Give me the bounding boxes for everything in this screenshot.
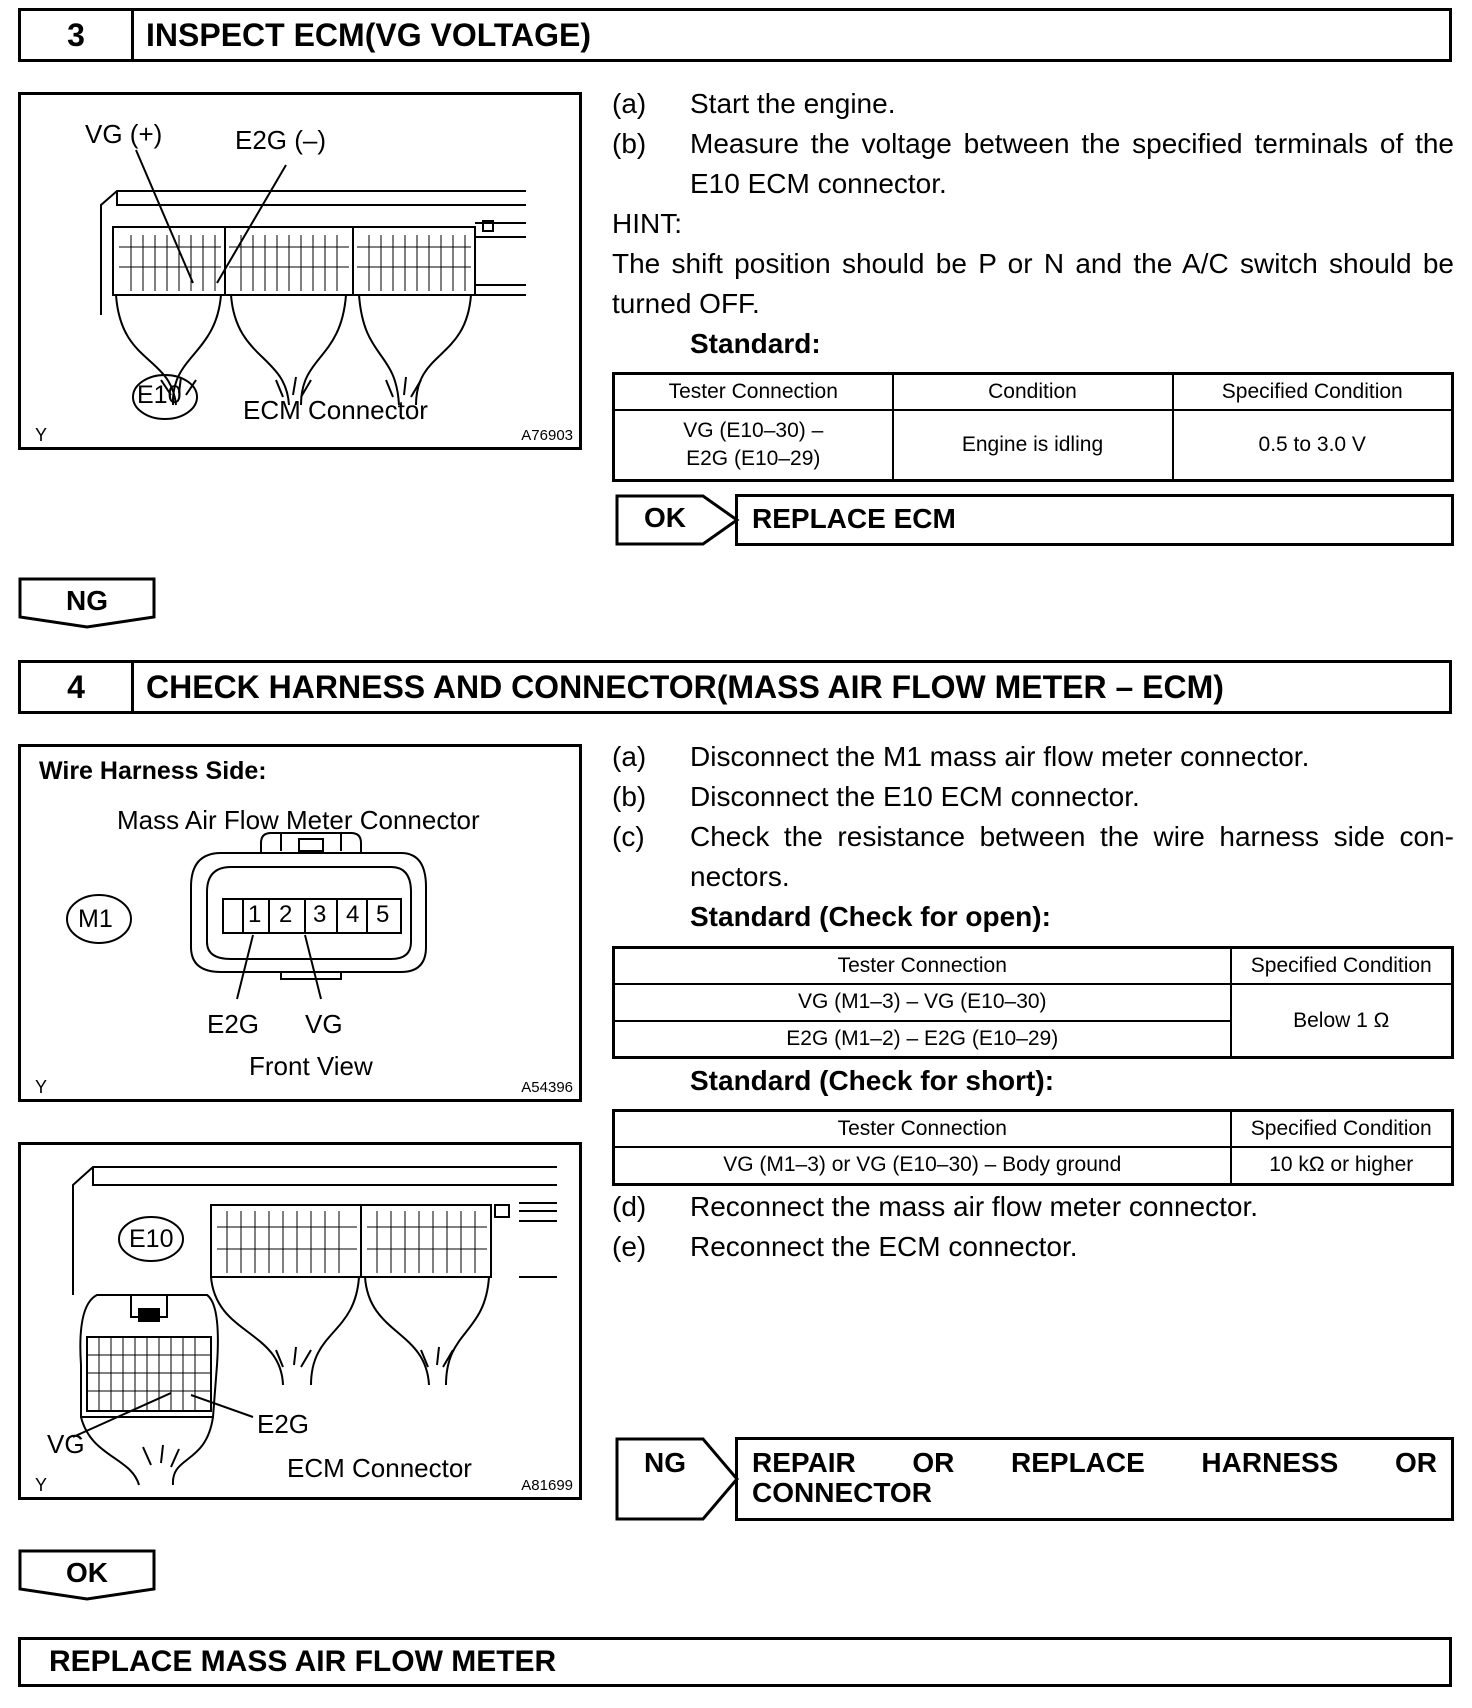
standard-short-block <box>612 1061 1454 1101</box>
instruction-item: (a) Start the engine. <box>612 88 896 119</box>
table-row <box>614 410 1453 480</box>
column-header: Specified Condition <box>1231 1111 1453 1148</box>
column-header: Condition <box>893 374 1173 411</box>
column-header: Specified Condition <box>1173 374 1453 411</box>
table-row <box>614 1147 1453 1184</box>
vg-plus-label: VG (+) <box>85 119 163 149</box>
instruction-item: (e) Reconnect the ECM connector. <box>612 1231 1078 1262</box>
wire-harness-side-heading: Wire Harness Side: <box>39 757 267 785</box>
standard-label: Standard: <box>690 328 821 359</box>
figure-maf-connector <box>18 744 582 1102</box>
final-action-box: REPLACE MASS AIR FLOW METER <box>18 1637 1452 1687</box>
pin-3: 3 <box>313 901 327 928</box>
ecm-connector-drawing <box>21 1145 582 1500</box>
e2g-minus-label: E2G (–) <box>235 125 327 155</box>
column-header: Specified Condition <box>1231 948 1453 985</box>
figure-ecm-connector <box>18 1142 582 1500</box>
front-view-label: Front View <box>249 1051 373 1081</box>
step-number: 3 <box>21 11 134 59</box>
ng-result-step-4 <box>615 1437 1454 1521</box>
pin-5: 5 <box>376 901 390 928</box>
e10-connector-id: E10 <box>129 1225 174 1253</box>
e2g-pin-label: E2G <box>207 1009 260 1039</box>
table-header-row <box>614 948 1453 985</box>
instruction-item: (b) Measure the voltage between the specified terminals of the E10 ECM connector. <box>612 128 1454 199</box>
y-mark: Y <box>35 425 48 445</box>
spec-table-vg-voltage <box>612 372 1454 482</box>
pin-1: 1 <box>248 901 262 928</box>
column-header: Tester Connection <box>614 374 893 411</box>
instruction-item: (c) Check the resistance between the wire harness side con-nectors. <box>612 821 1454 892</box>
ng-tag: NG <box>615 1437 738 1521</box>
m1-connector-id: M1 <box>78 905 113 933</box>
y-mark: Y <box>35 1077 48 1097</box>
column-header: Tester Connection <box>614 1111 1231 1148</box>
step-3-instructions <box>612 84 1454 364</box>
hint-text: The shift position should be P or N and the A/C switch should be turned OFF. <box>612 248 1454 319</box>
tester-connection-cell: VG (M1–3) – VG (E10–30) <box>614 984 1231 1020</box>
instruction-item: (a) Disconnect the M1 mass air flow meter connector. <box>612 741 1310 772</box>
figure-code: A76903 <box>521 427 573 444</box>
table-row <box>614 984 1453 1020</box>
spec-table-short <box>612 1109 1454 1186</box>
specified-condition-cell: 10 kΩ or higher <box>1231 1147 1453 1184</box>
step-4-instructions <box>612 737 1454 937</box>
table-header-row <box>614 374 1453 411</box>
ok-result-step-3 <box>615 494 1454 546</box>
ecm-connector-caption: ECM Connector <box>243 395 428 425</box>
standard-short-label: Standard (Check for short): <box>690 1065 1055 1096</box>
vg-pin-label: VG <box>47 1429 85 1459</box>
ok-result-text: REPLACE ECM <box>735 494 1454 546</box>
y-mark: Y <box>35 1475 48 1495</box>
ng-tag-step-3: NG <box>18 577 156 629</box>
ng-result-text: REPAIR OR REPLACE HARNESS OR CONNECTOR <box>735 1437 1454 1521</box>
tester-connection-cell: VG (E10–30) – E2G (E10–29) <box>614 410 893 480</box>
standard-open-label: Standard (Check for open): <box>690 901 1051 932</box>
condition-cell: Engine is idling <box>893 410 1173 480</box>
pin-2: 2 <box>279 901 293 928</box>
column-header: Tester Connection <box>614 948 1231 985</box>
vg-pin-label: VG <box>305 1009 343 1039</box>
tester-connection-cell: E2G (M1–2) – E2G (E10–29) <box>614 1021 1231 1058</box>
step-4-instructions-after <box>612 1187 1454 1267</box>
ok-tag-step-4: OK <box>18 1549 156 1601</box>
tester-connection-cell: VG (M1–3) or VG (E10–30) – Body ground <box>614 1147 1231 1184</box>
ok-tag: OK <box>615 494 738 546</box>
step-number: 4 <box>21 663 134 711</box>
pin-4: 4 <box>346 901 360 928</box>
figure-code: A54396 <box>521 1079 573 1096</box>
spec-table-open <box>612 946 1454 1059</box>
maf-connector-subtitle: Mass Air Flow Meter Connector <box>117 805 480 835</box>
table-header-row <box>614 1111 1453 1148</box>
hint-label: HINT: <box>612 208 682 239</box>
instruction-item: (b) Disconnect the E10 ECM connector. <box>612 781 1140 812</box>
step-4-header <box>18 660 1452 714</box>
figure-code: A81699 <box>521 1477 573 1494</box>
step-title: INSPECT ECM(VG VOLTAGE) <box>146 16 592 53</box>
step-3-header <box>18 8 1452 62</box>
figure-ecm-vg-voltage <box>18 92 582 450</box>
ecm-connector-caption: ECM Connector <box>287 1453 472 1483</box>
specified-condition-cell: Below 1 Ω <box>1231 984 1453 1057</box>
instruction-item: (d) Reconnect the mass air flow meter connector. <box>612 1191 1259 1222</box>
e2g-pin-label: E2G <box>257 1409 310 1439</box>
e10-connector-id: E10 <box>137 381 182 409</box>
specified-condition-cell: 0.5 to 3.0 V <box>1173 410 1453 480</box>
step-title: CHECK HARNESS AND CONNECTOR(MASS AIR FLOW METER – ECM) <box>146 668 1224 705</box>
